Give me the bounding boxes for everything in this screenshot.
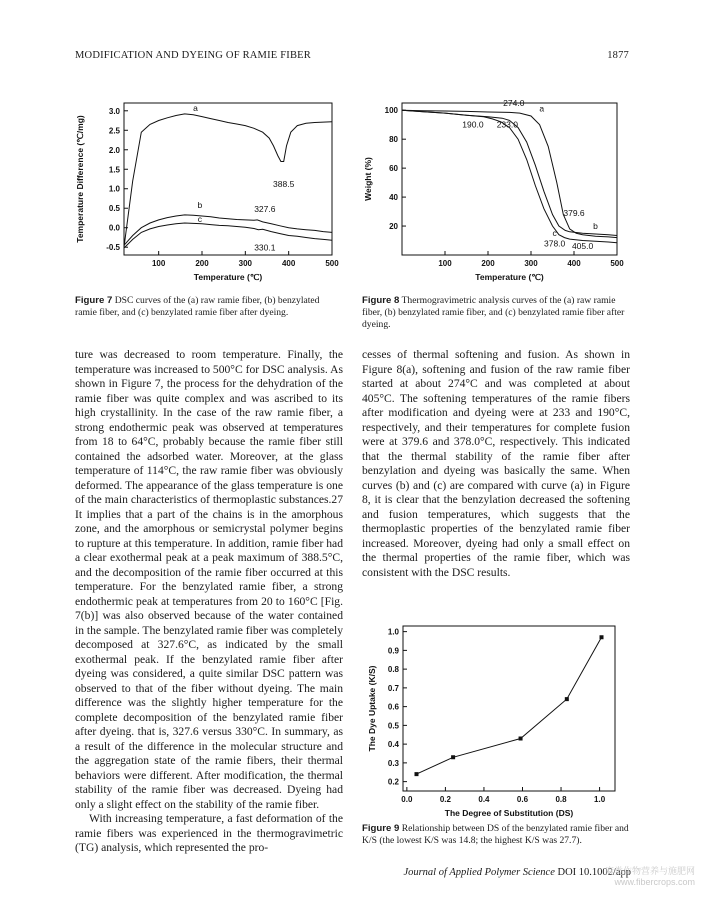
journal-footer — [403, 867, 631, 878]
y-tick-label: -0.5 — [106, 243, 120, 253]
y-tick-label: 40 — [389, 193, 398, 203]
annotation-label: 233.0 — [496, 119, 518, 130]
annotation-label: 330.1 — [254, 242, 276, 253]
journal-doi: DOI 10.1002/app — [557, 867, 631, 878]
figure-8-caption-text: Thermogravimetric analysis curves of the (a) raw ramie fiber, (b) benzylated ramie fiber, and (c) benzylated ramie fiber after dyeing. — [362, 295, 625, 330]
y-tick-label: 1.5 — [108, 165, 120, 175]
y-axis-label: Weight (%) — [363, 157, 373, 201]
page-number: 1877 — [607, 50, 629, 61]
figure-7-caption-text: DSC curves of the (a) raw ramie fiber, (b) benzylated ramie fiber, and (c) benzylated ramie fiber after dyeing. — [75, 295, 320, 318]
annotation-label: 405.0 — [571, 241, 594, 252]
watermark-line-2: www.fibercrops.com — [614, 877, 695, 887]
figure-7-caption-label: Figure 7 — [75, 295, 113, 306]
journal-name: Journal of Applied Polymer Science — [403, 867, 555, 878]
series-line-c — [124, 223, 332, 248]
y-axis-label: Temperature Difference (℃/mg) — [75, 115, 85, 243]
x-tick-label: 500 — [610, 259, 624, 268]
series-line-c — [402, 110, 617, 243]
site-watermark — [605, 866, 695, 888]
x-tick-label: 100 — [438, 259, 452, 268]
figure-8-tg-chart — [360, 95, 630, 290]
right-paragraph-1: cesses of thermal softening and fusion. As shown in Figure 8(a), softening and fusion of the raw ramie fiber started at about 274°C and was completed at about 405°C. The softening temperatures of the ramie fibers after modification and dyeing were at 233 and 190°C, respectively, and their temperatures for complete fusion were at 379.6 and 378.0°C, respectively. This indicated that the thermal stability of the ramie fiber after benzylation and dyeing was basically the same. When curves (b) and (c) are compared with curve (a) in Figure 8, it is clear that the benzylation decreased the softening and fusion temperatures, which suggests that the thermoplastic properties of the benzylated ramie fiber increased. Moreover, dyeing had only a small effect on the thermal properties of the ramie fiber, which was consistent with the DSC results. — [362, 348, 630, 579]
right-column-text — [362, 348, 630, 580]
y-tick-label: 20 — [389, 222, 398, 232]
y-tick-label: 100 — [384, 106, 398, 116]
left-column-text — [75, 348, 343, 856]
annotation-label: 379.6 — [563, 207, 585, 218]
figure-7-caption — [75, 295, 343, 319]
figure-9-caption-label: Figure 9 — [362, 823, 400, 834]
figure-8-caption-label: Figure 8 — [362, 295, 400, 306]
y-tick-label: 0.3 — [387, 758, 399, 768]
figure-8-caption — [362, 295, 630, 331]
data-point — [519, 737, 523, 741]
y-tick-label: 0.0 — [108, 223, 120, 233]
y-tick-label: 1.0 — [108, 184, 120, 194]
annotation-label: 190.0 — [462, 119, 484, 130]
y-tick-label: 0.9 — [387, 646, 399, 656]
x-tick-label: 300 — [524, 259, 538, 268]
x-axis-label: Temperature (℃) — [475, 272, 544, 282]
annotation-label: c — [552, 228, 557, 239]
y-tick-label: 0.6 — [387, 702, 399, 712]
running-title: MODIFICATION AND DYEING OF RAMIE FIBER — [75, 50, 311, 61]
x-tick-label: 300 — [238, 259, 253, 268]
annotation-label: b — [197, 200, 203, 211]
y-tick-label: 2.0 — [108, 145, 120, 155]
y-tick-label: 0.7 — [387, 683, 399, 693]
x-tick-label: 1.0 — [594, 795, 606, 804]
x-tick-label: 0.0 — [401, 795, 413, 804]
annotation-label: 274.0 — [503, 97, 525, 108]
series-line-data — [417, 637, 602, 774]
x-tick-label: 0.6 — [516, 795, 529, 804]
y-axis-label: The Dye Uptake (K/S) — [367, 665, 377, 752]
data-point — [600, 635, 604, 639]
data-point — [451, 755, 455, 759]
figure-7-dsc-chart — [72, 95, 340, 290]
x-axis-label: Temperature (℃) — [193, 272, 263, 282]
left-paragraph-2: With increasing temperature, a fast deformation of the ramie fibers was experienced in the thermogravimetric (TG) analysis, which represented the pro- — [75, 812, 343, 854]
annotation-label: 378.0 — [544, 238, 566, 249]
x-tick-label: 0.4 — [478, 795, 490, 804]
annotation-label: 388.5 — [273, 178, 295, 189]
figure-9-ks-chart — [365, 618, 625, 818]
x-tick-label: 400 — [567, 259, 581, 268]
x-tick-label: 200 — [195, 259, 209, 268]
y-tick-label: 0.4 — [387, 740, 399, 750]
y-tick-label: 2.5 — [108, 126, 120, 136]
y-tick-label: 0.8 — [387, 665, 399, 675]
figure-9-caption — [362, 823, 630, 847]
plot-frame — [124, 103, 332, 255]
left-paragraph-1: ture was decreased to room temperature. Finally, the temperature was increased to 500°C for DSC analysis. As shown in Figure 7, the process for the dehydration of the ramie fiber was quite complex and was ascribed to its high crystallinity. In the case of the raw ramie fiber, a strong endothermic peak was observed at temperatures from 18 to 64°C, probably because the ramie fiber still contained the adsorbed water. Moreover, at the glass temperature of 114°C, the raw ramie fiber was obviously deformed. The appearance of the glass temperature is one of the main characteristics of thermoplastic substances.27 It implies that a part of the chains is in the amorphous zone, and the amorphous or semicrystal polymer begins to rupture at this temperature. In addition, ramie fiber had a clear exothermal peak at a peak maximum of 388.5°C, and the decomposition of the ramie fiber occurred at this temperature. For the benzylated ramie fiber, a strong endothermic peak at temperatures from 20 to 160°C [Fig. 7(b)] was also observed because of the water contained in the sample. The benzylated ramie fiber was completely decomposed at 327.6°C, as indicated by the small exothermal peak. If the benzylated ramie fiber after dyeing was considered, a quite similar DSC pattern was observed to that of the fiber without dyeing. The main difference was the slightly higher temperature for the complete decomposition of the benzylated ramie fiber after dyeing. that is, 327.6 versus 330°C. In summary, as a result of the difference in the molecular structure and the aggregation state of the ramie fibers, their thermal behaviors were different. After modification, the thermal stability of the ramie fiber was decreased. Dyeing had only a slight effect on the stability of the ramie fiber. — [75, 348, 343, 811]
figure-9-caption-text: Relationship between DS of the benzylated ramie fiber and K/S (the lowest K/S was 14.8; the highest K/S was 27.7). — [362, 823, 629, 846]
data-point — [565, 697, 569, 701]
watermark-line-1: 麻类作物营养与施肥网 — [604, 866, 695, 876]
annotation-label: b — [593, 220, 598, 231]
y-tick-label: 3.0 — [108, 106, 120, 116]
x-tick-label: 400 — [281, 259, 296, 268]
x-tick-label: 100 — [151, 259, 166, 268]
x-tick-label: 0.8 — [555, 795, 567, 804]
x-tick-label: 0.2 — [439, 795, 451, 804]
y-tick-label: 1.0 — [387, 627, 399, 637]
y-tick-label: 0.2 — [387, 777, 399, 787]
annotation-label: a — [539, 103, 545, 114]
series-line-b — [124, 215, 332, 245]
annotation-label: c — [197, 213, 202, 224]
y-tick-label: 80 — [389, 135, 398, 145]
y-tick-label: 0.5 — [387, 721, 399, 731]
annotation-label: a — [193, 102, 198, 113]
x-tick-label: 500 — [325, 259, 339, 268]
y-tick-label: 60 — [389, 164, 398, 174]
annotation-label: 327.6 — [254, 204, 276, 215]
x-axis-label: The Degree of Substitution (DS) — [444, 808, 574, 818]
data-point — [414, 772, 418, 776]
y-tick-label: 0.5 — [108, 204, 120, 214]
x-tick-label: 200 — [481, 259, 495, 268]
